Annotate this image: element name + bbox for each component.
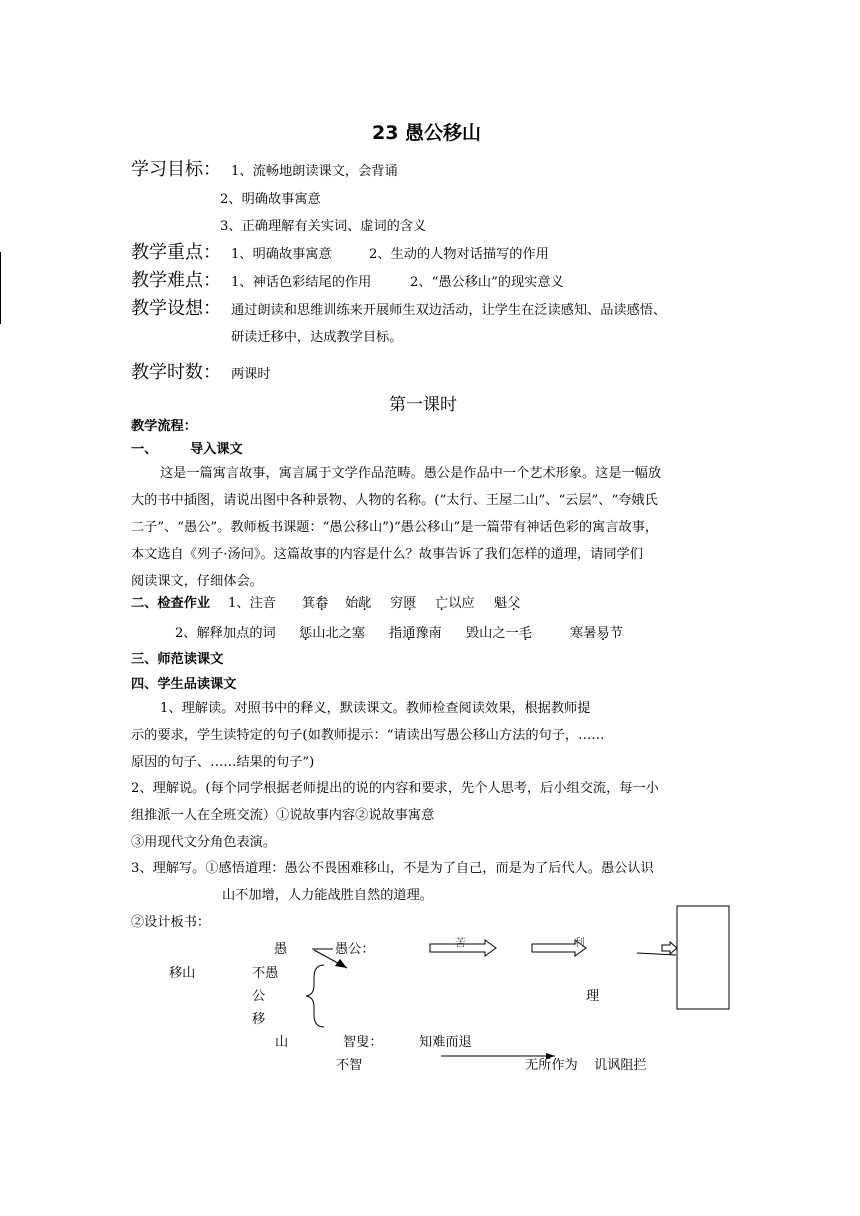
page-title: 23 愚公移山 (372, 122, 482, 144)
board-li2: 理 (586, 989, 600, 1004)
paragraph-line: 山不加增，人力能战胜自然的道理。 (222, 888, 433, 903)
section-title: 四、学生品读课文 (131, 677, 237, 692)
difficulty-label: 教学难点： (131, 270, 221, 291)
pinyin-word: 亡以应 (435, 596, 475, 611)
paragraph-line: 阅读课文，仔细体会。 (131, 574, 263, 589)
focus-label: 教学重点： (131, 242, 221, 263)
board-zhisou: 智叟： (343, 1035, 383, 1050)
goal-item: 2、明确故事寓意 (220, 192, 321, 207)
pinyin-word: 箕畚 (302, 596, 329, 611)
board-ku: 苦 (455, 936, 466, 949)
board-yishan: 移山 (169, 966, 196, 981)
design-text: 研读迁移中，达成教学目标。 (231, 330, 403, 345)
board-li: 利 (574, 936, 585, 949)
paragraph-line: 1、理解读。对照书中的释义，默读课文。教师检查阅读效果，根据教师提 (160, 701, 591, 716)
flow-label: 教学流程： (131, 419, 197, 434)
paragraph-line: 示的要求，学生读特定的句子(如教师提示：“请读出写愚公移山方法的句子，…… (131, 728, 605, 743)
section-title: 三、师范读课文 (131, 652, 224, 667)
explain-word: 惩山北之塞 (299, 626, 365, 641)
paragraph-line: ③用现代文分角色表演。 (131, 835, 277, 850)
design-text: 通过朗读和思维训练来开展师生双边活动，让学生在泛读感知、品读感悟、 (231, 303, 667, 318)
paragraph-line: 大的书中插图，请说出图中各种景物、人物的名称。(“太行、王屋二山”、“云层”、“夸娥氏 (131, 493, 658, 508)
board-buyu: 不愚 (252, 966, 279, 981)
difficulty-item: 2、“愚公移山”的现实意义 (410, 275, 564, 290)
paragraph-line: ②设计板书： (131, 915, 211, 930)
explain-label: 2、解释加点的词 (175, 626, 276, 641)
focus-item: 2、生动的人物对话描写的作用 (369, 247, 549, 262)
board-jifeng: 讥讽阻拦 (594, 1058, 647, 1073)
paragraph-line: 2、理解说。(每个同学根据老师提出的说的内容和要求，先个人思考，后小组交流，每一小 (131, 781, 659, 796)
lesson-title: 第一课时 (389, 395, 457, 415)
hours-label: 教学时数： (131, 362, 221, 383)
board-wusuo: 无所作为 (525, 1058, 578, 1073)
board-buzhi: 不智 (336, 1058, 363, 1073)
difficulty-item: 1、神话色彩结尾的作用 (231, 275, 372, 290)
board-zhinan: 知难而退 (419, 1035, 472, 1050)
hours-value: 两课时 (231, 367, 271, 382)
pinyin-label: 1、注音 (228, 596, 276, 611)
section-number: 一、 (131, 442, 158, 457)
goals-label: 学习目标： (131, 159, 221, 180)
paragraph-line: 原因的句子、……结果的句子”) (131, 755, 315, 770)
pinyin-word: 魁父 (494, 596, 521, 611)
board-shan: 山 (275, 1035, 289, 1050)
board-yu: 愚 (274, 942, 288, 957)
explain-word: 指通豫南 (389, 626, 442, 641)
section-title: 二、检查作业 (131, 596, 211, 611)
paragraph-line: 这是一篇寓言故事，寓言属于文学作品范畴。愚公是作品中一个艺术形象。这是一幅放 (160, 466, 662, 481)
explain-word: 寒暑易节 (570, 626, 623, 641)
board-yi: 移 (252, 1012, 266, 1027)
section-title: 导入课文 (190, 442, 243, 457)
explain-word: 毁山之一毛 (466, 626, 532, 641)
board-gong: 公 (252, 989, 266, 1004)
goal-item: 3、正确理解有关实词、虚词的含义 (220, 219, 427, 234)
paragraph-line: 本文选自《列子·汤问》。这篇故事的内容是什么？故事告诉了我们怎样的道理，请同学们 (131, 547, 643, 562)
goal-item: 1、流畅地朗读课文，会背诵 (231, 164, 398, 179)
focus-item: 1、明确故事寓意 (231, 247, 332, 262)
board-yugong: 愚公： (335, 942, 375, 957)
paragraph-line: 二子”、“愚公”。教师板书课题：“愚公移山”)“愚公移山”是一篇带有神话色彩的寓言故事， (131, 520, 659, 535)
paragraph-line: 组推派一人在全班交流）①说故事内容②说故事寓意 (131, 808, 435, 823)
pinyin-word: 始龀 (345, 596, 372, 611)
paragraph-line: 3、理解写。①感悟道理：愚公不畏困难移山，不是为了自己，而是为了后代人。愚公认识 (131, 861, 654, 876)
design-label: 教学设想： (131, 298, 221, 319)
pinyin-word: 穷匮 (390, 596, 417, 611)
